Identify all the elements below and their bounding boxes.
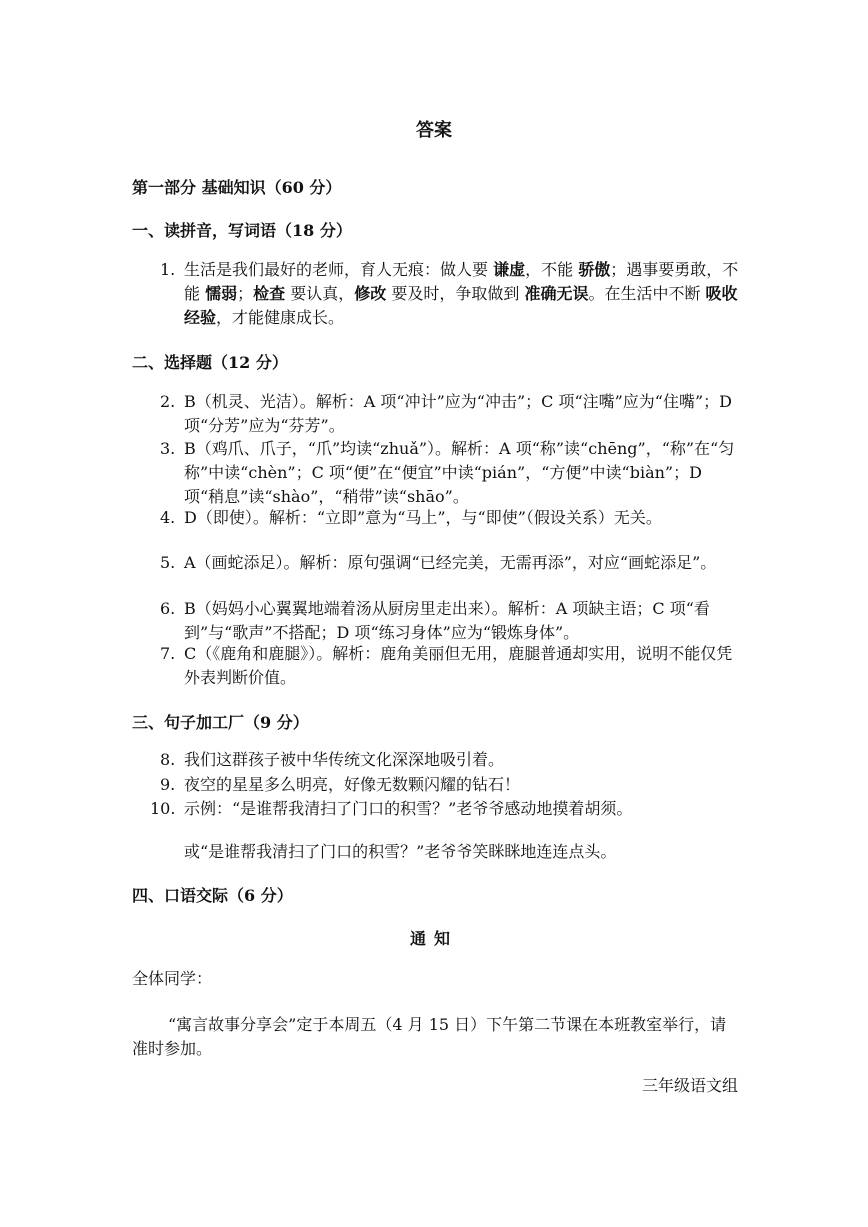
choice-answer-text: B（妈妈小心翼翼地端着汤从厨房里走出来）。解析：A 项缺主语；C 项“看到”与“歌声”不搭配；D 项“练习身体”应为“锻炼身体”。 [184,599,710,642]
choice-answer-text: B（机灵、光洁）。解析：A 项“冲计”应为“冲击”；C 项“注嘴”应为“住嘴”；D 项“分芳”应为“芬芳”。 [184,392,732,435]
section4-heading: 四、口语交际（6 分） [132,886,293,905]
sentence-answer-text: 我们这群孩子被中华传统文化深深地吸引着。 [184,750,505,769]
choice-answer-text: C（《鹿角和鹿腿》）。解析：鹿角美丽但无用，鹿腿普通却实用，说明不能仅凭外表判断价值。 [184,644,733,687]
section2-heading: 二、选择题（12 分） [132,353,288,372]
choice-answer [160,437,740,509]
question-number: 1. [160,260,176,279]
question-number: 9. [160,775,176,794]
sentence-answer [160,773,740,797]
notice-title: 通知 [409,929,458,948]
notice-greeting: 全体同学： [132,969,213,988]
choice-answer-text: A（画蛇添足）。解析：原句强调“已经完美，无需再添”，对应“画蛇添足”。 [184,553,717,572]
choice-answer-text: B（鸡爪、爪子，“爪”均读“zhuǎ”）。解析：A 项“称”读“chēng”，“称”在“匀称”中读“chèn”；C 项“便”在“便宜”中读“pián”，“方便”中读“biàn”；D 项“稍息”读“shào”，“稍带”读“shāo”。 [184,439,735,506]
question-number: 5. [160,553,176,572]
alternative-answer: 或“是谁帮我清扫了门口的积雪？”老爷爷笑眯眯地连连点头。 [184,842,617,861]
part1-heading: 第一部分 基础知识（60 分） [132,178,342,197]
answer-word: 吸收经验 [184,284,738,327]
choice-answer [160,390,740,438]
question-number: 10. [150,799,176,818]
answer-word: 修改 [354,284,387,303]
notice-signature: 三年级语文组 [641,1076,738,1095]
question-1-text: 生活是我们最好的老师，育人无痕：做人要 谦虚，不能 骄傲；遇事要勇敢，不能 懦弱；检查 要认真，修改 要及时，争取做到 准确无误。在生活中不断 吸收经验，才能健康成长。 [184,260,739,327]
question-number: 6. [160,599,176,618]
section1-heading: 一、读拼音，写词语（18 分） [132,221,352,240]
choice-answer [160,642,740,690]
answer-word: 骄傲 [578,260,611,279]
question-number: 8. [160,750,176,769]
choice-answer [160,597,740,645]
sentence-answer [160,748,740,772]
sentence-answer-text: 夜空的星星多么明亮，好像无数颗闪耀的钻石！ [184,775,521,794]
section3-heading: 三、句子加工厂（9 分） [132,713,309,732]
choice-answer [160,551,740,575]
sentence-answer [150,797,740,821]
page-title: 答案 [416,120,452,141]
answer-word: 检查 [253,284,286,303]
answer-word: 谦虚 [493,260,526,279]
question-number: 4. [160,508,176,527]
answer-word: 懦弱 [205,284,238,303]
question-number: 3. [160,439,176,458]
question-number: 2. [160,392,176,411]
choice-answer-text: D（即使）。解析：“立即”意为“马上”，与“即使”（假设关系）无关。 [184,508,662,527]
answer-word: 准确无误 [524,284,589,303]
notice-body: “寓言故事分享会”定于本周五（4 月 15 日）下午第二节课在本班教室举行，请准时参加。 [132,1015,727,1058]
choice-answer [160,506,740,530]
question-1 [160,258,740,330]
sentence-answer-text: 示例：“是谁帮我清扫了门口的积雪？”老爷爷感动地摸着胡须。 [184,799,633,818]
question-number: 7. [160,644,176,663]
